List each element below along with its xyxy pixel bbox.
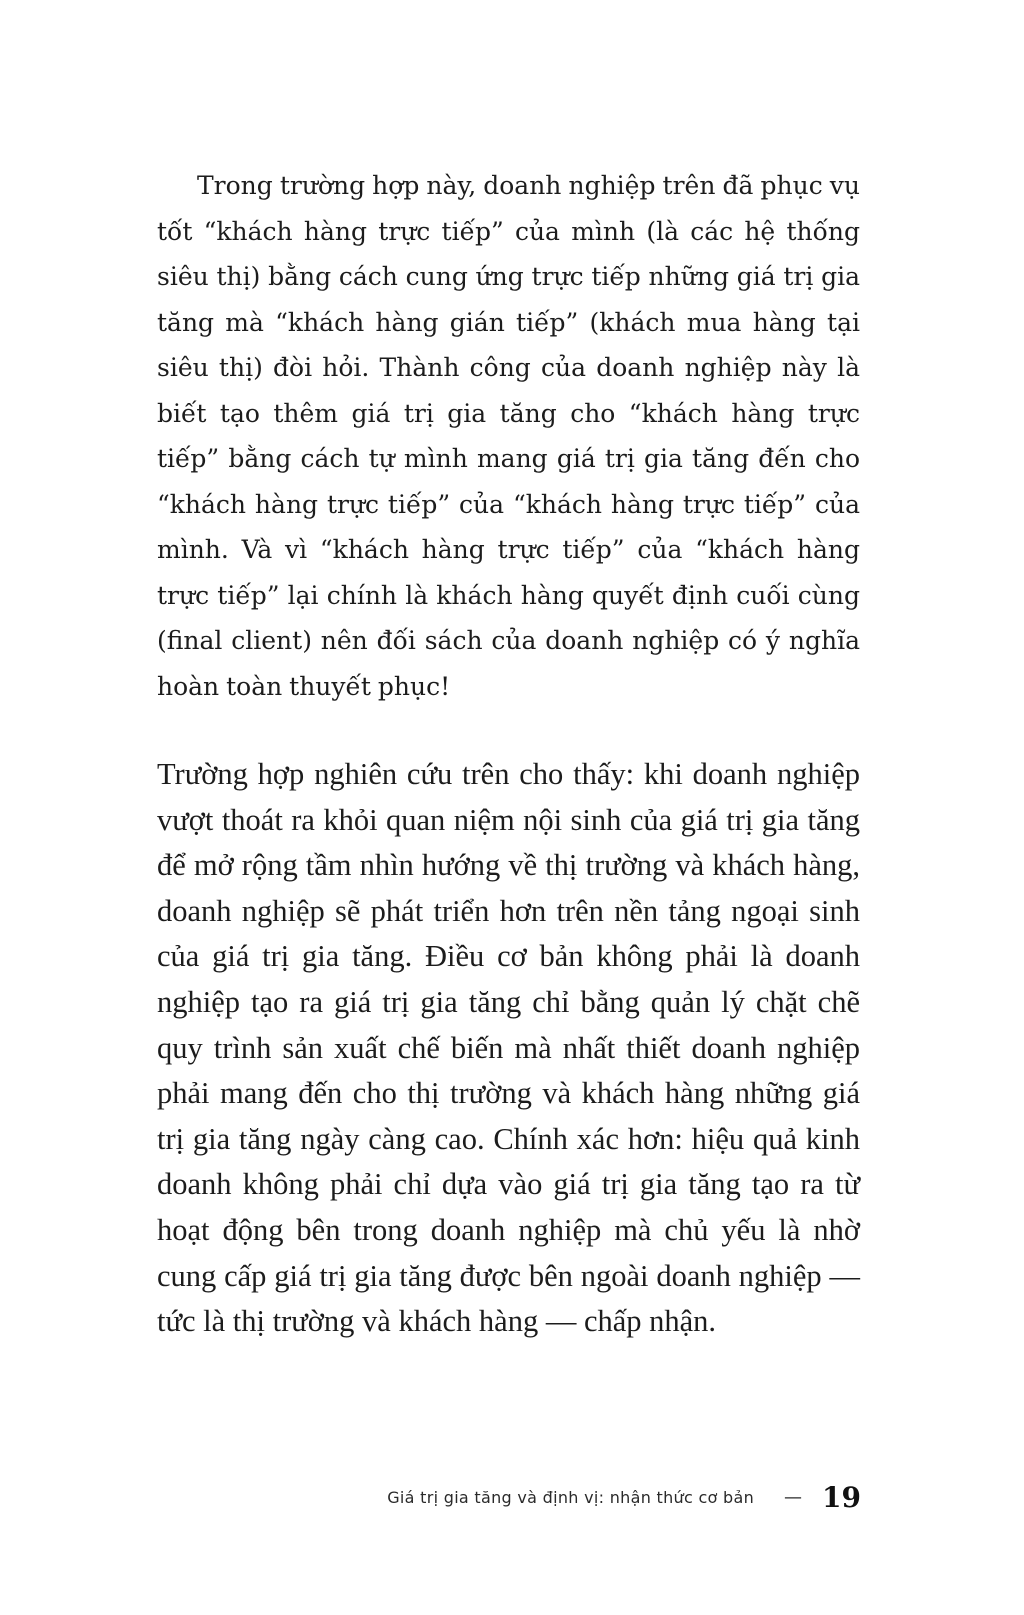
footer-separator-dash: — — [784, 1486, 803, 1508]
page-number: 19 — [822, 1480, 861, 1514]
case-study-paragraph: Trong trường hợp này, doanh nghiệp trên đã phục vụ tốt “khách hàng trực tiếp” của mình (là các hệ thống siêu thị) bằng cách cung ứng trực tiếp những giá trị gia tăng mà “khách hàng gián tiếp” (khách mua hàng tại siêu thị) đòi hỏi. Thành công của doanh nghiệp này là biết tạo thêm giá trị gia tăng cho “khách hàng trực tiếp” bằng cách tự mình mang giá trị gia tăng đến cho “khách hàng trực tiếp” của “khách hàng trực tiếp” của mình. Và vì “khách hàng trực tiếp” của “khách hàng trực tiếp” lại chính là khách hàng quyết định cuối cùng (final client) nên đối sách của doanh nghiệp có ý nghĩa hoàn toàn thuyết phục! — [157, 171, 860, 701]
running-chapter-title: Giá trị gia tăng và định vị: nhận thức cơ bản — [387, 1487, 755, 1507]
body-paragraph: Trường hợp nghiên cứu trên cho thấy: khi doanh nghiệp vượt thoát ra khỏi quan niệm nội sinh của giá trị gia tăng để mở rộng tầm nhìn hướng về thị trường và khách hàng, doanh nghiệp sẽ phát triển hơn trên nền tảng ngoại sinh của giá trị gia tăng. Điều cơ bản không phải là doanh nghiệp tạo ra giá trị gia tăng chỉ bằng quản lý chặt chẽ quy trình sản xuất chế biến mà nhất thiết doanh nghiệp phải mang đến cho thị trường và khách hàng những giá trị gia tăng ngày càng cao. Chính xác hơn: hiệu quả kinh doanh không phải chỉ dựa vào giá trị gia tăng tạo ra từ hoạt động bên trong doanh nghiệp mà chủ yếu là nhờ cung cấp giá trị gia tăng được bên ngoài doanh nghiệp — tức là thị trường và khách hàng — chấp nhận. — [157, 757, 860, 1339]
page-footer — [387, 1477, 861, 1517]
